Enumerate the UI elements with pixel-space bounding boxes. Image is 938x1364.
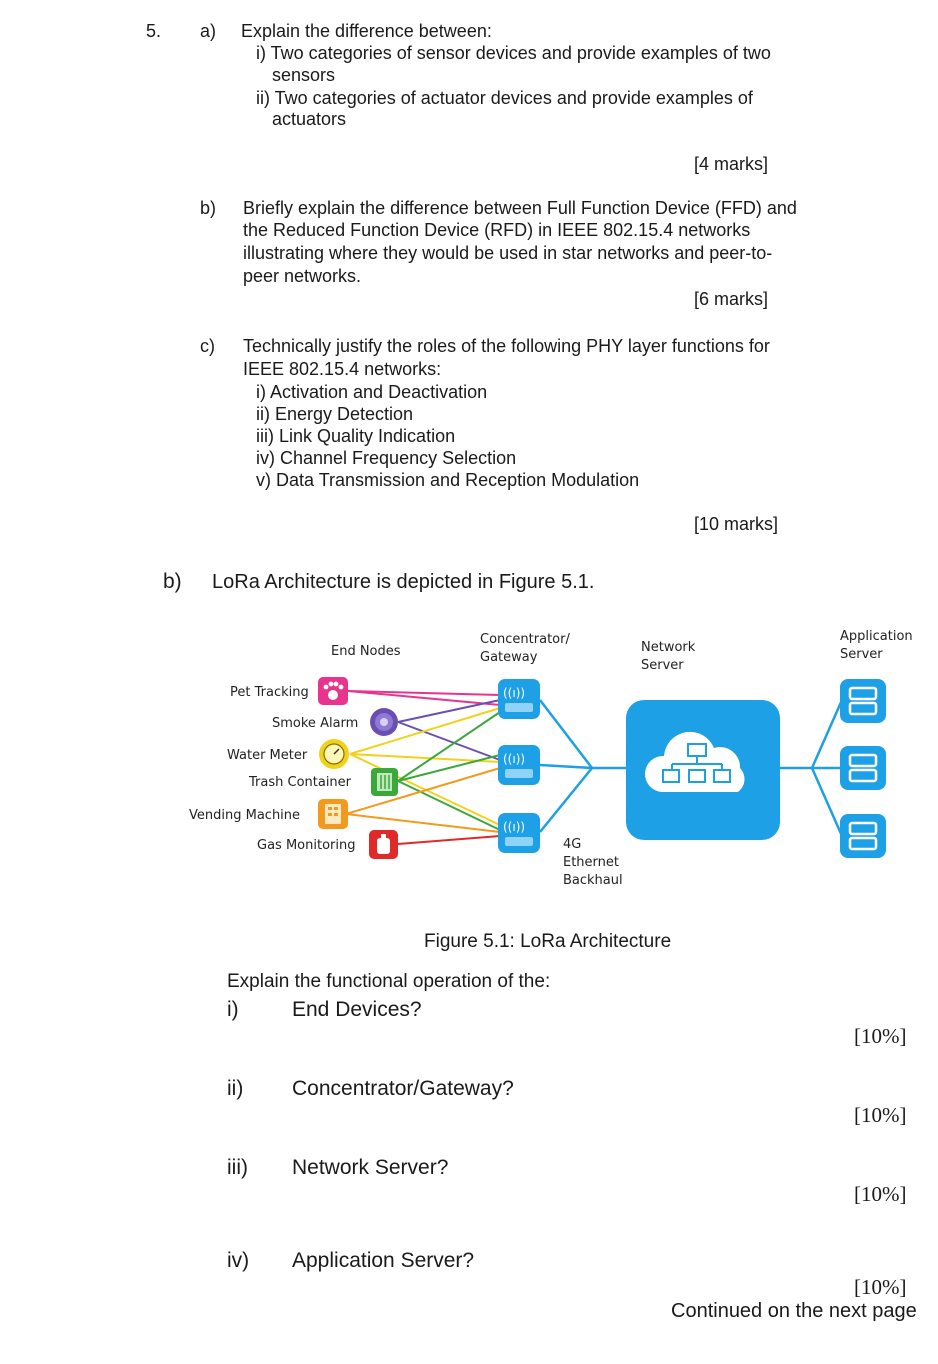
part-c-line1: Technically justify the roles of the following PHY layer functions for: [243, 336, 770, 356]
question-num: iii): [227, 1156, 248, 1179]
header-application-server: Server: [840, 647, 883, 662]
gas-bottle-icon: [369, 830, 398, 859]
part-a-item-ii-line1: ii) Two categories of actuator devices and provide examples of: [256, 88, 753, 108]
node-label: Trash Container: [249, 775, 352, 790]
header-end-nodes: End Nodes: [331, 644, 401, 659]
smoke-alarm-icon: [370, 708, 398, 736]
question-percent: [10%]: [854, 1182, 907, 1206]
node-label: Water Meter: [227, 748, 308, 763]
part-b-marks: [6 marks]: [694, 289, 769, 309]
part-b-line: the Reduced Function Device (RFD) in IEEE 802.15.4 networks: [243, 220, 751, 240]
part-c-line2: IEEE 802.15.4 networks:: [243, 359, 442, 379]
question-number: 5.: [146, 21, 162, 41]
part-b-label: b): [200, 198, 217, 218]
part-c-item: v) Data Transmission and Reception Modulation: [256, 470, 640, 490]
gateway-antenna-icon: [498, 679, 540, 719]
svg-text:((ı)): ((ı)): [503, 686, 526, 700]
question-percent: [10%]: [854, 1103, 907, 1127]
header-concentrator: Concentrator/: [480, 632, 570, 647]
header-gateway: Gateway: [480, 650, 538, 665]
backhaul-label: Ethernet: [563, 855, 619, 870]
question-percent: [10%]: [854, 1275, 907, 1299]
footer-continued: Continued on the next page: [671, 1300, 917, 1322]
figure-caption: Figure 5.1: LoRa Architecture: [424, 931, 672, 952]
section-b-text: LoRa Architecture is depicted in Figure 5.1.: [212, 571, 595, 593]
node-label: Smoke Alarm: [272, 716, 359, 731]
node-label: Vending Machine: [189, 808, 301, 823]
paw-icon: [318, 677, 348, 705]
part-a-item-ii-line2: actuators: [272, 109, 347, 129]
header-network-server: Server: [641, 658, 684, 673]
cloud-network-icon: [626, 700, 780, 840]
backhaul-label: Backhaul: [563, 873, 623, 888]
part-a-item-i-line1: i) Two categories of sensor devices and provide examples of two: [256, 43, 771, 63]
header-network: Network: [641, 640, 696, 655]
part-c-item: iii) Link Quality Indication: [256, 426, 456, 446]
part-a-label: a): [200, 21, 217, 41]
server-icon: [840, 814, 886, 858]
part-c-marks: [10 marks]: [694, 514, 779, 534]
part-b-line: peer networks.: [243, 266, 362, 286]
header-application: Application: [840, 629, 913, 644]
gateway-antenna-icon: [498, 745, 540, 785]
svg-text:((ı)): ((ı)): [503, 752, 526, 766]
section-b-label: b): [163, 570, 182, 593]
question-num: i): [227, 998, 239, 1021]
node-label: Pet Tracking: [230, 685, 309, 700]
part-a-marks: [4 marks]: [694, 154, 769, 174]
part-b-line: illustrating where they would be used in star networks and peer-to-: [243, 243, 773, 263]
lora-architecture-diagram: [0, 600, 938, 900]
part-c-label: c): [200, 336, 215, 356]
part-b-line: Briefly explain the difference between Full Function Device (FFD) and: [243, 198, 797, 218]
node-label: Gas Monitoring: [257, 838, 356, 853]
server-icon: [840, 679, 886, 723]
explain-intro: Explain the functional operation of the:: [227, 971, 551, 992]
part-c-item: i) Activation and Deactivation: [256, 382, 488, 402]
meter-icon: [319, 739, 349, 769]
part-a-item-i-line2: sensors: [272, 65, 336, 85]
vending-icon: [318, 799, 348, 829]
trash-icon: [371, 768, 398, 796]
part-c-item: ii) Energy Detection: [256, 404, 414, 424]
gateway-antenna-icon: [498, 813, 540, 853]
svg-text:((ı)): ((ı)): [503, 820, 526, 834]
part-a-intro: Explain the difference between:: [241, 21, 492, 41]
backhaul-label: 4G: [563, 837, 582, 852]
question-text: Application Server?: [292, 1249, 475, 1272]
question-num: ii): [227, 1077, 244, 1100]
question-percent: [10%]: [854, 1024, 907, 1048]
node-links: [346, 691, 500, 844]
question-text: Concentrator/Gateway?: [292, 1077, 514, 1100]
part-c-item: iv) Channel Frequency Selection: [256, 448, 517, 468]
server-icon: [840, 746, 886, 790]
question-num: iv): [227, 1249, 250, 1272]
question-text: End Devices?: [292, 998, 422, 1021]
question-text: Network Server?: [292, 1156, 449, 1179]
